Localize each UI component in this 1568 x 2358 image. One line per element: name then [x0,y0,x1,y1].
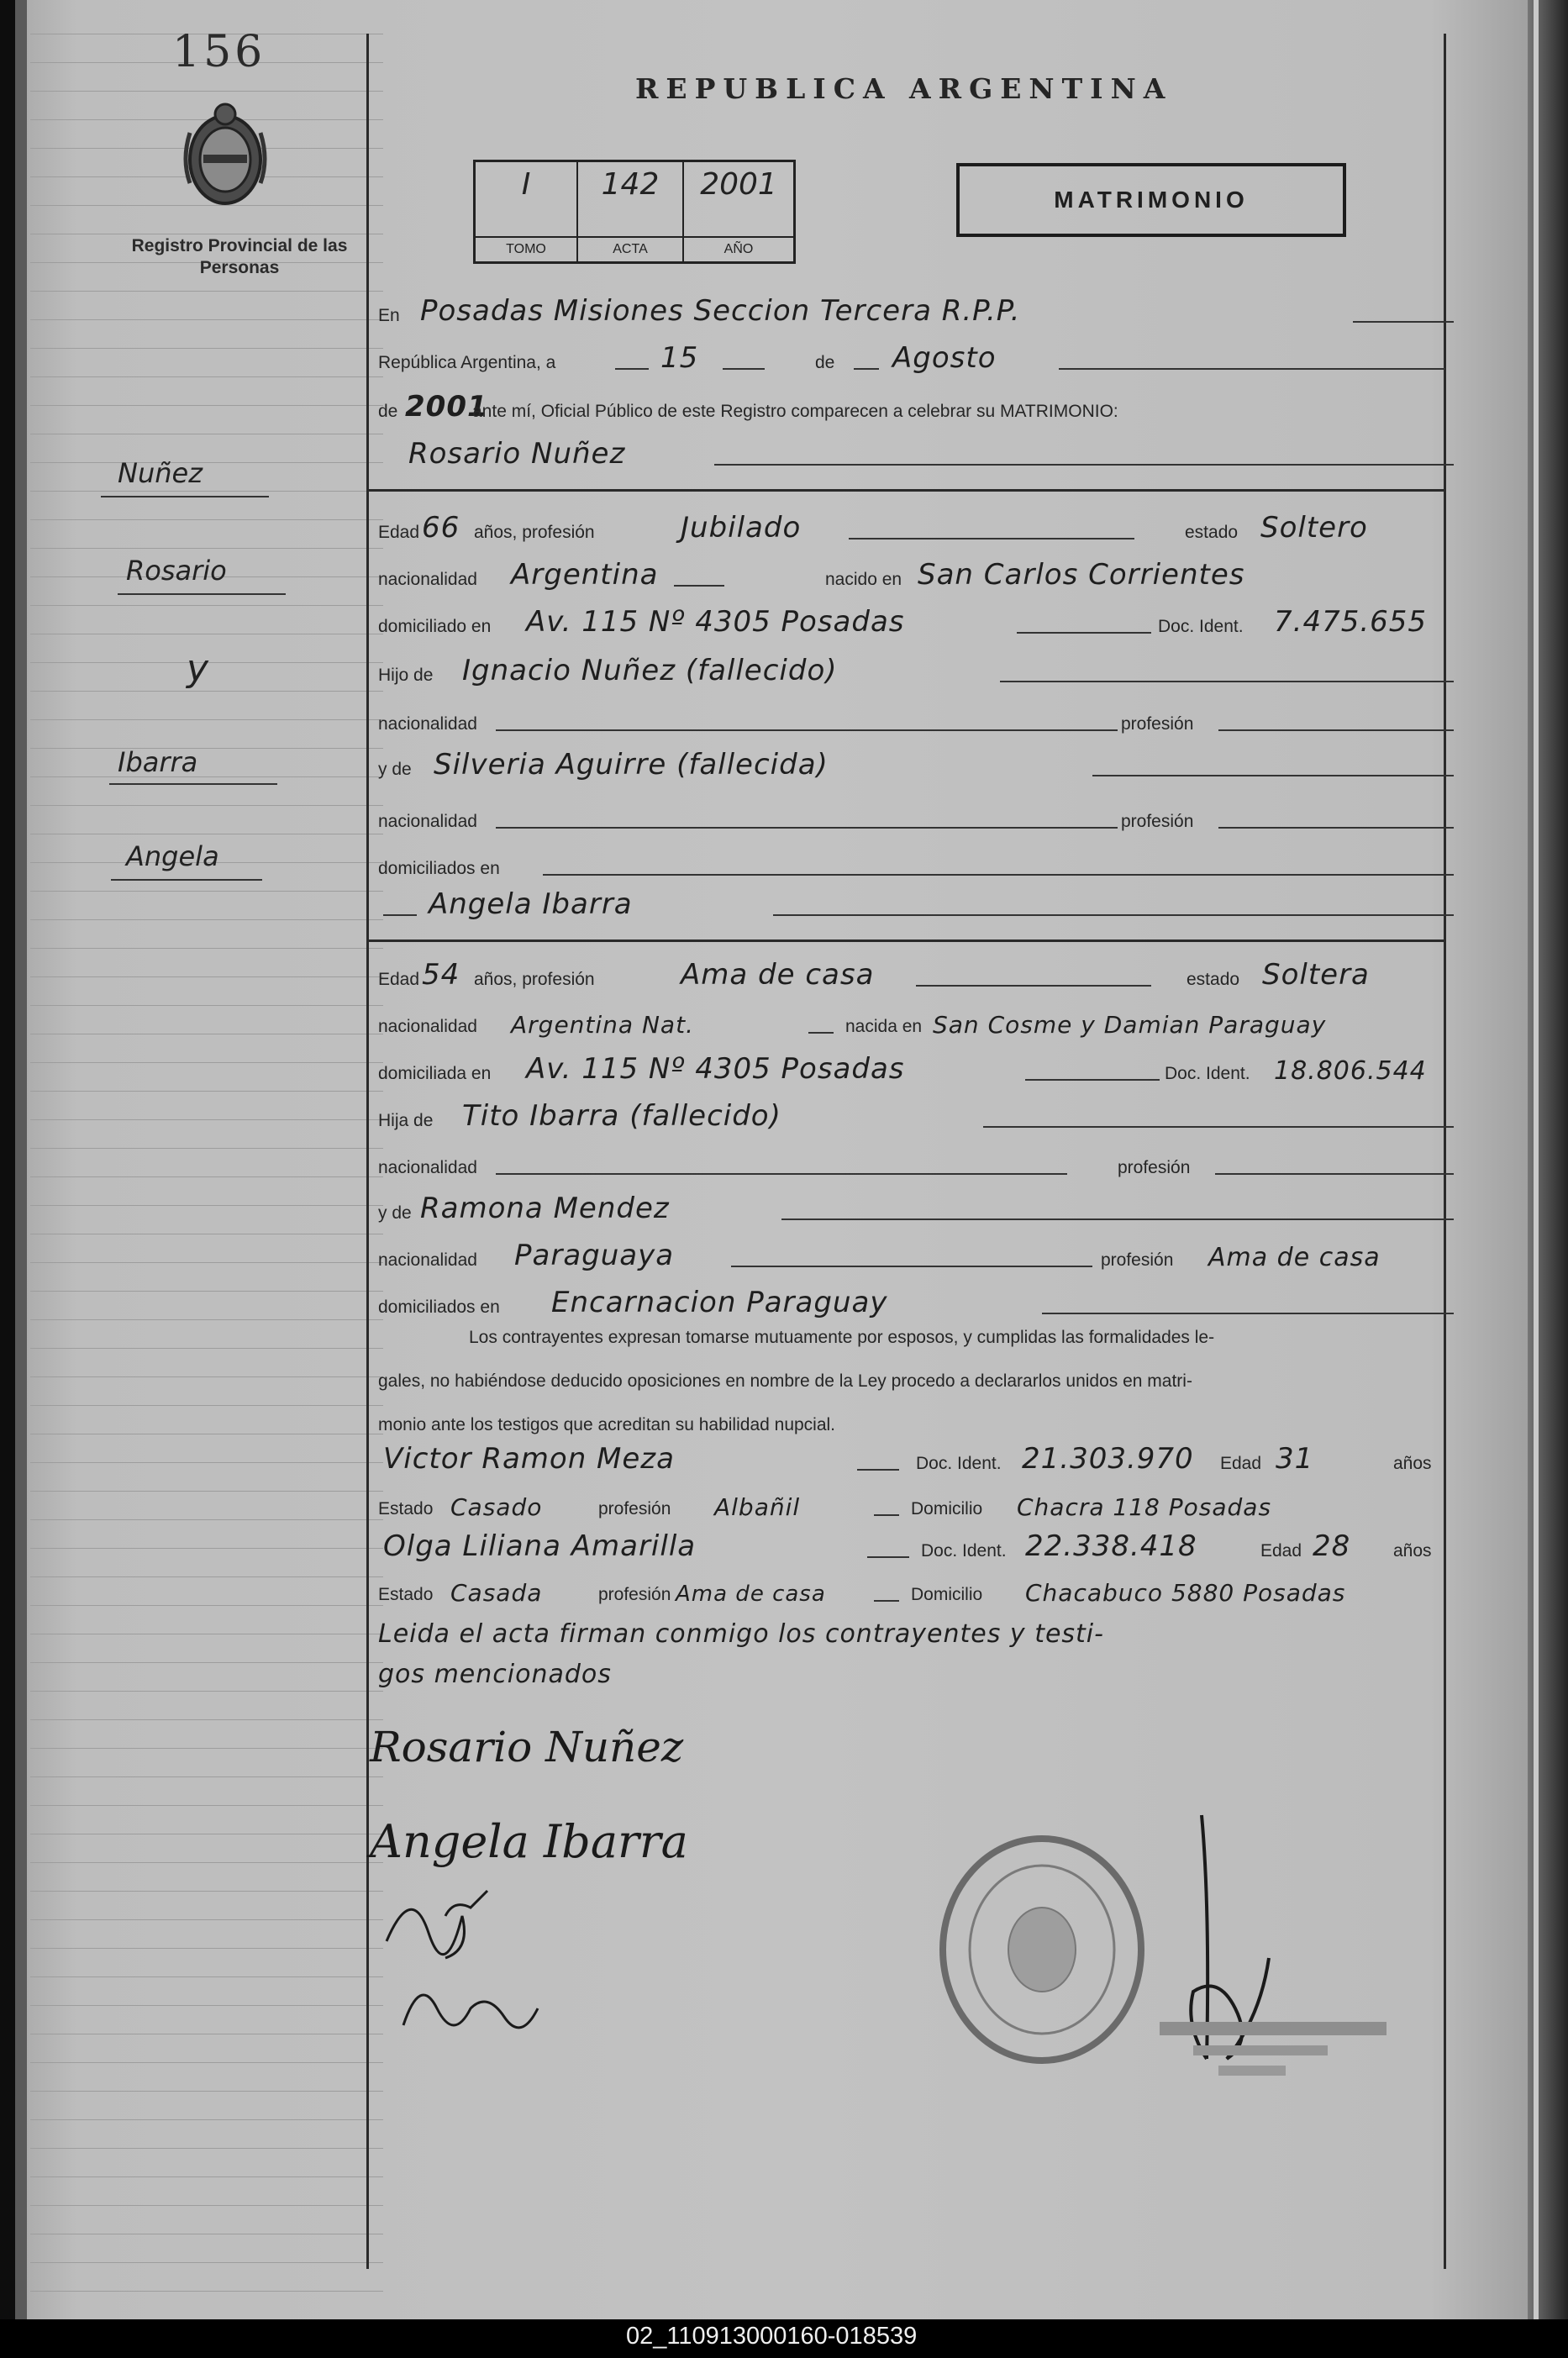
official-stamp-icon [933,1824,1151,2076]
bride-father-prof-label: profesión [1118,1158,1191,1177]
groom-domiciliado-label: domiciliado en [378,617,492,636]
ruled-line [30,491,383,492]
declaration-line: monio ante los testigos que acreditan su habilidad nupcial. [378,1415,836,1434]
registration-box [473,160,796,264]
ruled-line [30,2291,383,2292]
bride-estado-label: estado [1187,970,1240,989]
groom-nacionalidad-label: nacionalidad [378,570,477,589]
bride-separator [366,940,1446,942]
fill-line [1042,1313,1454,1314]
fill-line [874,1514,899,1516]
witness2-detail-line [378,1573,1445,1610]
bride-name-line [378,887,1445,924]
fill-line [1000,681,1454,682]
ruled-line [30,1919,383,1920]
ruled-line [30,91,383,92]
ruled-line [30,1862,383,1863]
witness2-estado-label: Estado [378,1585,434,1604]
groom-mother-prof-label: profesión [1121,812,1194,831]
bride-birthplace: San Cosme y Damian Paraguay [933,1011,1327,1039]
ruled-line [30,1376,383,1377]
groom-doc-label: Doc. Ident. [1158,617,1244,636]
ruled-line [30,1062,383,1063]
ruled-line [30,1576,383,1577]
ruled-line [30,348,383,349]
fill-line [496,1173,1067,1175]
bride-mother-nat-label: nacionalidad [378,1250,477,1270]
bride-father-nat-label: nacionalidad [378,1158,477,1177]
ruled-line [30,1976,383,1977]
bride-mother-profession: Ama de casa [1208,1243,1381,1272]
bride-doc: 18.806.544 [1274,1056,1427,1086]
month-value: Agosto [892,341,997,375]
groom-separator [366,489,1446,492]
witness1-domicilio-label: Domicilio [911,1499,983,1518]
bride-y-de-label: y de [378,1203,412,1223]
margin-underline [101,496,269,497]
de-year-label: de [378,402,398,421]
page-edge-strip [1534,0,1539,2319]
fill-line [916,985,1151,987]
ruled-line [30,976,383,977]
declaration-paragraph [378,1316,1445,1447]
groom-nacido-label: nacido en [825,570,902,589]
fill-line [854,368,879,370]
ruled-line [30,1205,383,1206]
bride-profession: Ama de casa [681,958,875,992]
bride-domiciliados-label: domiciliados en [378,1297,500,1317]
ruled-line [30,2262,383,2263]
margin-surname-bride: Ibarra [118,746,198,778]
closing-note-text: Leida el acta firman conmigo los contrayentes y testi- [378,1619,1104,1649]
bride-nationality-line [378,1005,1445,1042]
groom-profession: Jubilado [681,511,802,545]
witness1-profession: Albañil [714,1493,801,1521]
folio-number: 156 [172,27,266,77]
coat-of-arms-icon [178,99,272,217]
ruled-line [30,1519,383,1520]
ruled-line [30,405,383,406]
fill-line [714,464,1454,466]
ruled-line [30,1462,383,1463]
fill-line [615,368,649,370]
fill-line [983,1126,1454,1128]
place-line [378,294,1445,331]
groom-father-prof-label: profesión [1121,714,1194,734]
ruled-line [30,1691,383,1692]
ano-value: 2001 [700,167,777,202]
ruled-line [30,1091,383,1092]
groom-birthplace: San Carlos Corrientes [918,558,1245,592]
groom-doc: 7.475.655 [1274,605,1428,639]
groom-parents-address-line [378,847,1445,884]
ruled-line [30,1491,383,1492]
fill-line [1059,368,1445,370]
bride-mother-prof-label: profesión [1101,1250,1174,1270]
margin-conjunction: y [187,647,209,690]
bride-doc-label: Doc. Ident. [1165,1064,1250,1083]
fill-line [1353,321,1454,323]
witness1-detail-line [378,1487,1445,1524]
witness2-profesion-label: profesión [598,1585,671,1604]
ruled-line [30,1148,383,1149]
witness2-anos-label: años [1393,1541,1432,1561]
groom-father-nat-line [378,703,1445,740]
ano-cell [684,162,793,261]
year-value: 2001 [405,390,488,424]
fill-line [723,368,765,370]
bride-parents-address: Encarnacion Paraguay [551,1286,888,1319]
ruled-line [30,1605,383,1606]
ruled-line [30,519,383,520]
groom-name: Rosario Nuñez [408,437,626,471]
margin-surname-groom: Nuñez [118,457,203,489]
ruled-line [30,691,383,692]
ruled-line [30,1291,383,1292]
bride-status: Soltera [1262,958,1370,992]
ruled-line [30,1005,383,1006]
ruled-line [30,2091,383,2092]
ruled-line [30,919,383,920]
footer-code: 02_110913000160-018539 [626,2323,918,2350]
groom-estado-label: estado [1185,523,1239,542]
de-label: de [815,353,835,372]
bride-father-nat-line [378,1146,1445,1183]
book-binding [15,0,27,2319]
witness1-address: Chacra 118 Posadas [1017,1493,1272,1521]
bride-mother-nat-line [378,1239,1445,1276]
witness2-name: Olga Liliana Amarilla [383,1529,697,1563]
bride-hija-label: Hija de [378,1111,434,1130]
bride-nacionalidad-label: nacionalidad [378,1017,477,1036]
closing-note-line1 [378,1615,1445,1652]
bride-mother-nationality: Paraguaya [514,1239,675,1272]
bride-signature: Angela Ibarra [370,1815,688,1868]
ruled-line [30,1348,383,1349]
closing-note-line2 [378,1655,1445,1692]
witness2-age: 28 [1313,1529,1351,1563]
groom-age-line [378,511,1445,548]
witness1-line [378,1442,1445,1479]
ruled-line [30,319,383,320]
ruled-line [30,1319,383,1320]
witness1-name: Victor Ramon Meza [383,1442,675,1476]
witness1-status: Casado [450,1493,543,1521]
witness2-line [378,1529,1445,1566]
fill-line [773,914,1454,916]
place-value: Posadas Misiones Seccion Tercera R.P.P. [420,294,1021,328]
day-value: 15 [660,341,699,375]
margin-underline [118,593,286,595]
republica-label: República Argentina, a [378,353,556,372]
fill-line [1025,1079,1160,1081]
fill-line [674,585,724,587]
margin-firstname-bride: Angela [126,840,219,872]
ruled-line [30,605,383,606]
date-line [378,341,1445,378]
fill-line [857,1469,899,1471]
footer-bar [0,2319,1568,2358]
ruled-line [30,719,383,720]
bride-name: Angela Ibarra [429,887,633,921]
ruled-line [30,1176,383,1177]
ruled-line [30,1891,383,1892]
fill-line [1017,632,1151,634]
witness1-estado-label: Estado [378,1499,434,1518]
ano-label: AÑO [684,236,793,261]
witness1-edad-label: Edad [1220,1454,1262,1473]
fill-line [1215,1173,1454,1175]
groom-address-line [378,605,1445,642]
fill-line [867,1556,909,1558]
groom-status: Soltero [1260,511,1368,545]
fill-line [874,1600,899,1602]
bride-mother-line [378,1192,1445,1229]
ruled-line [30,1948,383,1949]
margin-underline [109,783,277,785]
groom-mother-nat-label: nacionalidad [378,812,477,831]
fill-line [496,827,1118,829]
groom-father-nat-label: nacionalidad [378,714,477,734]
ruled-line [30,2005,383,2006]
bride-nationality: Argentina Nat. [511,1011,694,1039]
fill-line [1218,729,1454,731]
witness1-age: 31 [1276,1442,1314,1476]
witness2-domicilio-label: Domicilio [911,1585,983,1604]
bride-age-line [378,958,1445,995]
witness2-doc: 22.338.418 [1025,1529,1197,1563]
ruled-line [30,376,383,377]
country-title: REPUBLICA ARGENTINA [635,72,1173,105]
fill-line [731,1266,1092,1267]
groom-hijo-label: Hijo de [378,666,434,685]
registry-name: Registro Provincial de las Personas [131,236,348,277]
groom-father-line [378,654,1445,691]
ruled-line [30,2148,383,2149]
ruled-line [30,1748,383,1749]
ruled-line [30,1776,383,1777]
groom-nationality: Argentina [511,558,659,592]
ruled-line [30,2176,383,2177]
groom-edad-label: Edad [378,523,420,542]
ruled-line [30,1119,383,1120]
ruled-line [30,1805,383,1806]
groom-name-line [378,437,1445,474]
fill-line [496,729,1118,731]
tomo-value: I [521,167,531,202]
ruled-line [30,2205,383,2206]
groom-mother: Silveria Aguirre (fallecida) [434,748,829,782]
bride-domiciliada-label: domiciliada en [378,1064,492,1083]
witness2-address: Chacabuco 5880 Posadas [1025,1579,1346,1607]
bride-nacida-label: nacida en [845,1017,923,1036]
ruled-line [30,462,383,463]
margin-underline [111,879,262,881]
groom-nationality-line [378,558,1445,595]
ruled-line [30,776,383,777]
groom-father: Ignacio Nuñez (fallecido) [462,654,838,687]
ruled-line [30,2119,383,2120]
groom-age: 66 [422,511,460,545]
margin-firstname-groom: Rosario [126,555,227,587]
comparecen-line [378,390,1445,427]
tomo-label: TOMO [476,236,576,261]
ruled-line [30,1548,383,1549]
en-label: En [378,306,400,325]
witness2-profession: Ama de casa [676,1582,826,1607]
ruled-line [30,1719,383,1720]
stamp-text-icon [1160,2017,1395,2084]
declaration-line: Los contrayentes expresan tomarse mutuamente por esposos, y cumplidas las formalidades le- [469,1328,1215,1347]
witness2-edad-label: Edad [1260,1541,1302,1561]
fill-line [808,1032,834,1034]
acta-label: ACTA [578,236,682,261]
witness2-status: Casada [450,1579,543,1607]
acta-cell [578,162,684,261]
groom-address: Av. 115 Nº 4305 Posadas [526,605,905,639]
bride-address: Av. 115 Nº 4305 Posadas [526,1052,905,1086]
witness-signatures-icon [370,1866,588,2050]
groom-domiciliados-label: domiciliados en [378,859,500,878]
tomo-cell [476,162,578,261]
ruled-line [30,548,383,549]
closing-note-text: gos mencionados [378,1660,612,1689]
fill-line [1092,775,1454,776]
ruled-line [30,291,383,292]
ruled-line [30,1662,383,1663]
bride-age: 54 [422,958,460,992]
groom-mother-line [378,748,1445,785]
witness1-doc-label: Doc. Ident. [916,1454,1002,1473]
ruled-line [30,748,383,749]
groom-anos-label: años, profesión [474,523,595,542]
fill-line [383,914,417,916]
ruled-line [30,948,383,949]
ruled-line [30,1262,383,1263]
ruled-line [30,891,383,892]
ruled-line [30,805,383,806]
fill-line [849,538,1134,539]
declaration-line: gales, no habiéndose deducido oposiciones en nombre de la Ley procedo a declararlos unidos en matri- [378,1371,1192,1391]
bride-address-line [378,1052,1445,1089]
witness1-profesion-label: profesión [598,1499,671,1518]
witness2-doc-label: Doc. Ident. [921,1541,1007,1561]
fill-line [543,874,1454,876]
groom-mother-nat-line [378,800,1445,837]
fill-line [781,1218,1454,1220]
ruled-line [30,1405,383,1406]
groom-signature: Rosario Nuñez [370,1723,684,1771]
groom-y-de-label: y de [378,760,412,779]
witness1-doc: 21.303.970 [1022,1442,1194,1476]
comparecen-text: ante mí, Oficial Público de este Registro comparecen a celebrar su MATRIMONIO: [472,402,1118,421]
bride-mother: Ramona Mendez [420,1192,670,1225]
ruled-line [30,2062,383,2063]
bride-father: Tito Ibarra (fallecido) [462,1099,781,1133]
margin-divider [366,34,369,2269]
acta-value: 142 [601,167,660,202]
act-type-box: MATRIMONIO [956,163,1346,237]
witness1-anos-label: años [1393,1454,1432,1473]
bride-anos-label: años, profesión [474,970,595,989]
bride-edad-label: Edad [378,970,420,989]
bride-father-line [378,1099,1445,1136]
fill-line [1218,827,1454,829]
